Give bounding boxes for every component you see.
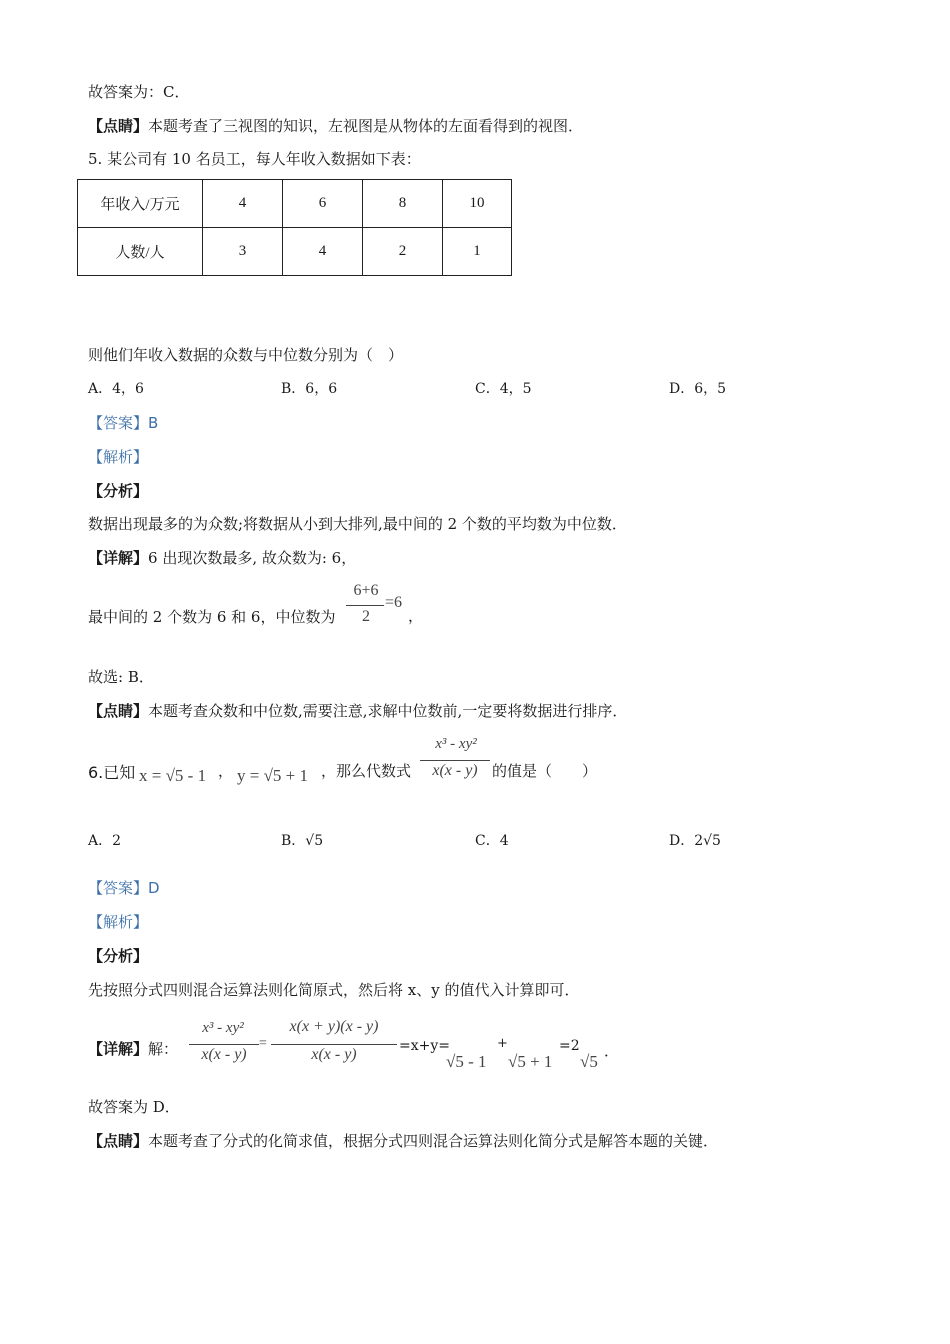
- q6-period: ．: [604, 1042, 620, 1060]
- table-cell: 4: [283, 228, 363, 276]
- table-cell: 2: [363, 228, 443, 276]
- q5-detail-line2: 最中间的 2 个数为 6 和 6，中位数为: [88, 608, 336, 626]
- prev-dianjing: [88, 116, 583, 136]
- q6-stem-c: 的值是（ ）: [492, 762, 598, 780]
- q5-jiexi-tag: 【解析】: [88, 448, 149, 466]
- q6-eq2: =2: [559, 1038, 580, 1054]
- dianjing-text: 本题考查了三视图的知识，左视图是从物体的左面看得到的视图．: [148, 117, 584, 135]
- q6-stem-b: ，那么代数式: [321, 762, 412, 780]
- q6-conclusion: 故答案为 D．: [88, 1098, 180, 1116]
- q6-eq-xy: =x+y=: [399, 1038, 450, 1054]
- table-cell: 1: [443, 228, 512, 276]
- table-cell: 4: [203, 180, 283, 228]
- dianjing-text: 本题考查了分式的化简求值，根据分式四则混合运算法则化简分式是解答本题的关键．: [148, 1132, 719, 1150]
- q6-number: 6.: [88, 763, 104, 782]
- q6-option-b: [281, 831, 323, 851]
- q6-fenxi-tag: 【分析】: [88, 947, 149, 965]
- q6-stem-start: [88, 760, 135, 783]
- table-cell: 3: [203, 228, 283, 276]
- dianjing-tag: 【点睛】: [88, 117, 149, 135]
- table-cell: 8: [363, 180, 443, 228]
- answer-value: D: [148, 879, 160, 897]
- q6-expr-denominator: x(x - y): [432, 762, 478, 779]
- dianjing-text: 本题考查众数和中位数,需要注意,求解中位数前,一定要将数据进行排序．: [148, 702, 628, 720]
- q5-frac-denominator: 2: [362, 608, 370, 625]
- q6-expr-bar: [420, 760, 490, 761]
- q6-answer: [88, 878, 160, 898]
- answer-value: B: [148, 414, 159, 432]
- q6-dianjing: [88, 1131, 718, 1151]
- q6-step1-numerator: x³ - xy²: [202, 1020, 244, 1036]
- q6-final-value: √5: [580, 1052, 598, 1071]
- q5-fenxi-text: 数据出现最多的为众数;将数据从小到大排列,最中间的 2 个数的平均数为中位数．: [88, 515, 627, 533]
- q6-expr-numerator: x³ - xy²: [435, 736, 477, 752]
- q5-answer: [88, 413, 158, 433]
- table-cell: 6: [283, 180, 363, 228]
- q6-option-d: D．2√5: [669, 833, 721, 849]
- detail-tag: 【详解】: [88, 549, 149, 567]
- q6-x-definition: x = √5 - 1: [139, 766, 207, 785]
- dianjing-tag: 【点睛】: [88, 702, 149, 720]
- q6-stem-a: 已知: [103, 763, 136, 782]
- q5-option-a: A．4，6: [88, 381, 144, 397]
- q5-detail-line2-end: ，: [408, 607, 424, 625]
- q6-fenxi-text: 先按照分式四则混合运算法则化简原式，然后将 x、y 的值代入计算即可．: [88, 981, 580, 999]
- q5-option-d: D．6，5: [669, 381, 727, 397]
- dianjing-tag: 【点睛】: [88, 1132, 149, 1150]
- q6-sum-b: √5 + 1: [508, 1052, 553, 1071]
- q6-step2-denominator: x(x - y): [311, 1046, 357, 1063]
- q5-dianjing: [88, 701, 627, 721]
- q6-step2-numerator: x(x + y)(x - y): [289, 1018, 379, 1035]
- q6-step-equals: =: [259, 1036, 267, 1051]
- prev-answer-line: 故答案为：C．: [88, 83, 190, 101]
- q5-detail-line1: [88, 548, 356, 568]
- q5-frac-bar: [346, 605, 384, 606]
- q5-fenxi-tag: 【分析】: [88, 482, 149, 500]
- q6-sum-a: √5 - 1: [446, 1052, 487, 1071]
- detail-tag: 【详解】: [88, 1040, 149, 1058]
- q5-frac-numerator: 6+6: [353, 582, 379, 599]
- detail-text: 6 出现次数最多, 故众数为: 6，: [148, 549, 357, 567]
- q5-option-c: C．4，5: [475, 381, 532, 397]
- q5-conclusion: 故选: B．: [88, 668, 154, 686]
- q6-step1-denominator: x(x - y): [201, 1046, 247, 1063]
- table-cell: 年收入/万元: [78, 180, 203, 228]
- q6-comma: ，: [218, 762, 234, 780]
- q6-option-c: C．4: [475, 833, 509, 849]
- table-cell: 人数/人: [78, 228, 203, 276]
- q5-question: 则他们年收入数据的众数与中位数分别为（ ）: [88, 346, 404, 364]
- answer-tag: 【答案】: [88, 879, 149, 897]
- q6-step1-bar: [189, 1044, 259, 1045]
- q5-stem: 5. 某公司有 10 名员工，每人年收入数据如下表：: [88, 150, 421, 168]
- q6-step2-bar: [271, 1044, 397, 1045]
- q6-jiexi-tag: 【解析】: [88, 913, 149, 931]
- q6-option-a: A．2: [88, 833, 122, 849]
- q5-income-table: [77, 179, 512, 276]
- detail-lead-text: 解：: [148, 1040, 179, 1058]
- table-cell: 10: [443, 180, 512, 228]
- option-b-text: B．√5: [281, 833, 324, 849]
- answer-tag: 【答案】: [88, 414, 149, 432]
- q5-frac-result: =6: [385, 594, 403, 611]
- q6-detail-lead: [88, 1038, 178, 1059]
- q6-plus: +: [497, 1036, 508, 1051]
- q5-option-b: B．6，6: [281, 381, 338, 397]
- table-row: [78, 180, 512, 228]
- table-row: [78, 228, 512, 276]
- q6-y-definition: y = √5 + 1: [237, 766, 309, 785]
